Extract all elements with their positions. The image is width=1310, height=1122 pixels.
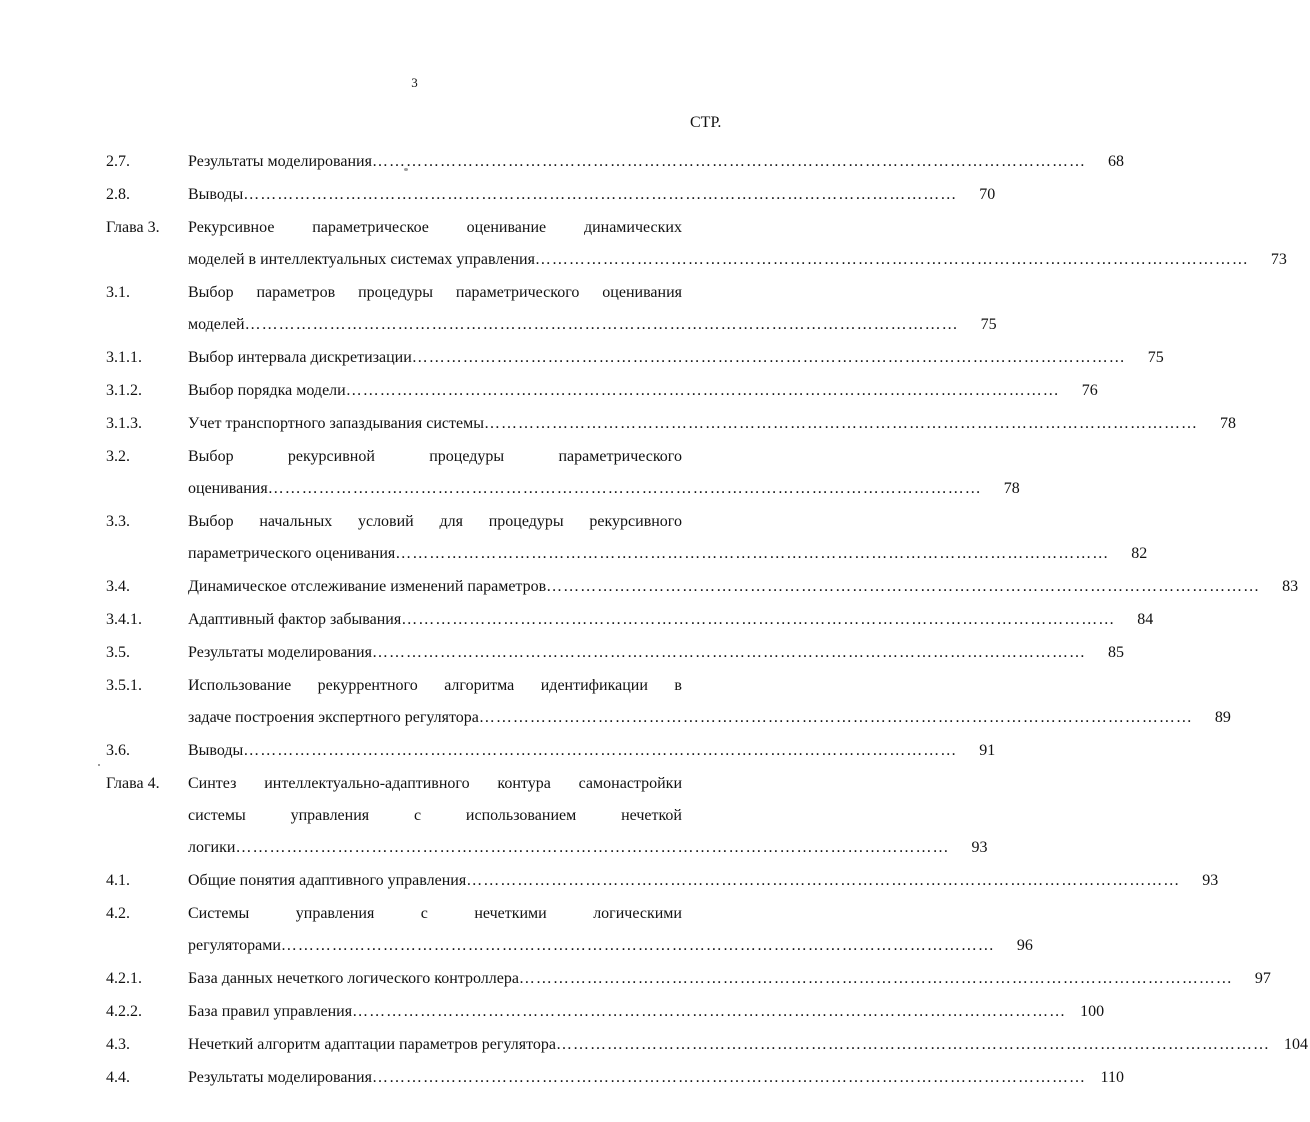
- dot-leader: ………………………………………………………………………………………………………………: [478, 709, 1193, 726]
- dot-leader: ………………………………………………………………………………………………………………: [483, 415, 1198, 432]
- toc-entry-title: Адаптивный фактор забывания: [188, 611, 402, 628]
- dot-leader: ………………………………………………………………………………………………………………: [371, 1069, 1086, 1086]
- toc-page-number: 82: [1131, 545, 1148, 562]
- toc-entry-title: Выбор порядка модели: [188, 382, 346, 399]
- toc-entry: [106, 179, 996, 211]
- toc-entry-title: Общие понятия адаптивного управления: [188, 872, 467, 889]
- toc-entry: [106, 898, 1033, 962]
- toc-word: оценивание: [466, 219, 547, 236]
- toc-word: Системы: [188, 905, 250, 922]
- toc-entry-title: задаче построения экспертного регулятора: [188, 709, 479, 726]
- toc-page-number: 70: [979, 186, 996, 203]
- toc-word: параметров: [256, 284, 336, 301]
- toc-entry-number: 3.1.2.: [106, 382, 142, 399]
- toc-entry-title-line: [188, 212, 682, 244]
- toc-entry-title-line: [188, 898, 682, 930]
- toc-entry-number: 3.4.: [106, 578, 130, 595]
- toc-entry-title: Учет транспортного запаздывания системы: [188, 415, 484, 432]
- toc-word: Выбор: [188, 284, 234, 301]
- toc-page-number: 104: [1283, 1036, 1308, 1053]
- toc-page-number: 84: [1137, 611, 1154, 628]
- toc-entry: [106, 146, 1124, 178]
- toc-word: нечеткими: [474, 905, 547, 922]
- toc-entry-number: 4.2.2.: [106, 1003, 142, 1020]
- toc-entry: [106, 670, 1231, 734]
- dot-leader: ………………………………………………………………………………………………………………: [546, 578, 1261, 595]
- toc-entry: [106, 735, 996, 767]
- toc-entry-title: регуляторами: [188, 937, 281, 954]
- toc-word: процедуры: [488, 513, 564, 530]
- toc-entry-title: Результаты моделирования: [188, 644, 372, 661]
- dot-leader: ………………………………………………………………………………………………………………: [401, 611, 1116, 628]
- dot-leader: ………………………………………………………………………………………………………………: [235, 839, 950, 856]
- toc-entry: [106, 212, 1287, 276]
- toc-word: интеллектуально-адаптивного: [264, 775, 470, 792]
- toc-entry-number: 3.4.1.: [106, 611, 142, 628]
- toc-word: системы: [188, 807, 246, 824]
- dot-leader: ………………………………………………………………………………………………………………: [280, 937, 995, 954]
- toc-entry-number: 3.1.: [106, 284, 130, 301]
- toc-word: нечеткой: [621, 807, 682, 824]
- toc-word: с: [413, 807, 422, 824]
- toc-entry-title-line: [188, 441, 682, 473]
- toc-entry-title: База правил управления: [188, 1003, 353, 1020]
- toc-word: контура: [497, 775, 551, 792]
- dot-leader: ………………………………………………………………………………………………………………: [267, 480, 982, 497]
- toc-word: процедуры: [429, 448, 505, 465]
- dot-leader: ………………………………………………………………………………………………………………: [411, 349, 1126, 366]
- toc-entry: [106, 963, 1271, 995]
- toc-page-number: 93: [1202, 872, 1219, 889]
- toc-entry: [106, 342, 1164, 374]
- dot-leader: ………………………………………………………………………………………………………………: [243, 186, 958, 203]
- toc-entry-title: Выводы: [188, 742, 244, 759]
- toc-entry-title: Выбор интервала дискретизации: [188, 349, 412, 366]
- toc-page-number: 68: [1107, 153, 1124, 170]
- toc-entry: [106, 768, 988, 864]
- toc-word: Синтез: [188, 775, 237, 792]
- toc-page-number: 75: [1147, 349, 1164, 366]
- toc-entry-number: 4.2.: [106, 905, 130, 922]
- toc-word: управления: [295, 905, 375, 922]
- toc-page-number: 93: [971, 839, 988, 856]
- toc-entry-number: 3.3.: [106, 513, 130, 530]
- toc-entry-number: 3.5.: [106, 644, 130, 661]
- toc-page-number: 76: [1081, 382, 1098, 399]
- toc-word: рекурсивной: [287, 448, 375, 465]
- toc-word: оценивания: [602, 284, 682, 301]
- toc-word: Выбор: [188, 513, 234, 530]
- toc-entry-title-line: [188, 800, 682, 832]
- toc-entry-number: 4.2.1.: [106, 970, 142, 987]
- toc-word: динамических: [583, 219, 682, 236]
- toc-entry-title: моделей в интеллектуальных системах управления: [188, 251, 535, 268]
- toc-entry-title: оценивания: [188, 480, 268, 497]
- toc-word: для: [439, 513, 463, 530]
- toc-entry-number: 2.8.: [106, 186, 130, 203]
- toc-entry: [106, 441, 1020, 505]
- toc-entry: [106, 1029, 1308, 1061]
- toc-word: начальных: [259, 513, 333, 530]
- toc-entry-number: 4.3.: [106, 1036, 130, 1053]
- toc-word: параметрического: [455, 284, 580, 301]
- toc-word: с: [420, 905, 428, 922]
- toc-entry: [106, 865, 1219, 897]
- toc-entry: [106, 571, 1299, 603]
- dot-leader: ………………………………………………………………………………………………………………: [243, 742, 958, 759]
- toc-entry-title: База данных нечеткого логического контроллера: [188, 970, 519, 987]
- dot-leader: ………………………………………………………………………………………………………………: [345, 382, 1060, 399]
- toc-word: алгоритма: [444, 677, 515, 694]
- page-number: 3: [411, 75, 418, 90]
- toc-entry: [106, 637, 1124, 669]
- dot-leader: ………………………………………………………………………………………………………………: [371, 153, 1086, 170]
- toc-entry-number: Глава 3.: [106, 219, 160, 236]
- toc-entry: [106, 375, 1098, 407]
- dot-leader: ………………………………………………………………………………………………………………: [352, 1003, 1067, 1020]
- toc-entry: [106, 277, 997, 341]
- dot-leader: ………………………………………………………………………………………………………………: [371, 644, 1086, 661]
- toc-entry-title: моделей: [188, 316, 245, 333]
- toc-word: параметрическое: [312, 219, 429, 236]
- toc-word: использованием: [465, 807, 577, 824]
- toc-entry-title: Динамическое отслеживание изменений параметров: [188, 578, 547, 595]
- toc-word: условий: [357, 513, 414, 530]
- toc-entry-title: Результаты моделирования: [188, 153, 372, 170]
- toc-entry-title: Выводы: [188, 186, 244, 203]
- toc-entry-title: параметрического оценивания: [188, 545, 396, 562]
- toc-entry-number: 3.1.3.: [106, 415, 142, 432]
- toc-entry-title: Нечеткий алгоритм адаптации параметров регулятора: [188, 1036, 556, 1053]
- toc-page-number: 78: [1219, 415, 1236, 432]
- dot-leader: ………………………………………………………………………………………………………………: [534, 251, 1249, 268]
- toc-page-number: 91: [979, 742, 996, 759]
- toc-word: параметрического: [558, 448, 682, 465]
- toc-page-number: 83: [1282, 578, 1299, 595]
- toc-word: управления: [290, 807, 370, 824]
- toc-entry-title-line: [188, 506, 682, 538]
- toc-word: логическими: [593, 905, 682, 922]
- toc-page-number: 96: [1016, 937, 1033, 954]
- toc-page-number: 73: [1270, 251, 1287, 268]
- toc-word: Рекурсивное: [188, 219, 275, 236]
- toc-entry-number: 4.4.: [106, 1069, 130, 1086]
- toc-entry: [106, 506, 1148, 570]
- toc-entry-number: 3.5.1.: [106, 677, 142, 694]
- toc-page-number: 89: [1214, 709, 1231, 726]
- toc-entry-number: Глава 4.: [106, 775, 160, 792]
- dot-leader: ………………………………………………………………………………………………………………: [244, 316, 959, 333]
- toc-page-number: 78: [1003, 480, 1020, 497]
- toc-word: идентификации: [540, 677, 648, 694]
- toc-entry-title: Результаты моделирования: [188, 1069, 372, 1086]
- toc-entry-title-line: [188, 277, 682, 309]
- dot-leader: ………………………………………………………………………………………………………………: [555, 1036, 1270, 1053]
- toc-entry: [106, 1062, 1124, 1094]
- toc-entry-number: 3.1.1.: [106, 349, 142, 366]
- dot-leader: ………………………………………………………………………………………………………………: [395, 545, 1110, 562]
- toc-entry-title-line: [188, 670, 682, 702]
- table-of-contents: [106, 146, 1308, 1095]
- toc-entry: [106, 604, 1154, 636]
- toc-word: Использование: [188, 677, 292, 694]
- toc-entry-number: 3.6.: [106, 742, 130, 759]
- page-column-label: СТР.: [690, 114, 722, 131]
- toc-page-number: 100: [1080, 1003, 1105, 1020]
- toc-entry-title-line: [188, 768, 682, 800]
- toc-page-number: 85: [1107, 644, 1124, 661]
- toc-word: в: [674, 677, 682, 694]
- scan-mark: [98, 764, 100, 766]
- toc-word: рекуррентного: [317, 677, 418, 694]
- toc-word: процедуры: [358, 284, 433, 301]
- toc-word: рекурсивного: [589, 513, 682, 530]
- toc-entry-title: логики: [188, 839, 236, 856]
- toc-page-number: 110: [1100, 1069, 1124, 1086]
- toc-entry: [106, 996, 1105, 1028]
- toc-page-number: 75: [980, 316, 997, 333]
- toc-entry-number: 3.2.: [106, 448, 130, 465]
- dot-leader: ………………………………………………………………………………………………………………: [466, 872, 1181, 889]
- toc-entry-number: 4.1.: [106, 872, 130, 889]
- toc-word: Выбор: [188, 448, 234, 465]
- dot-leader: ………………………………………………………………………………………………………………: [518, 970, 1233, 987]
- toc-word: самонастройки: [578, 775, 682, 792]
- toc-page-number: 97: [1254, 970, 1271, 987]
- toc-entry-number: 2.7.: [106, 153, 130, 170]
- toc-entry: [106, 408, 1236, 440]
